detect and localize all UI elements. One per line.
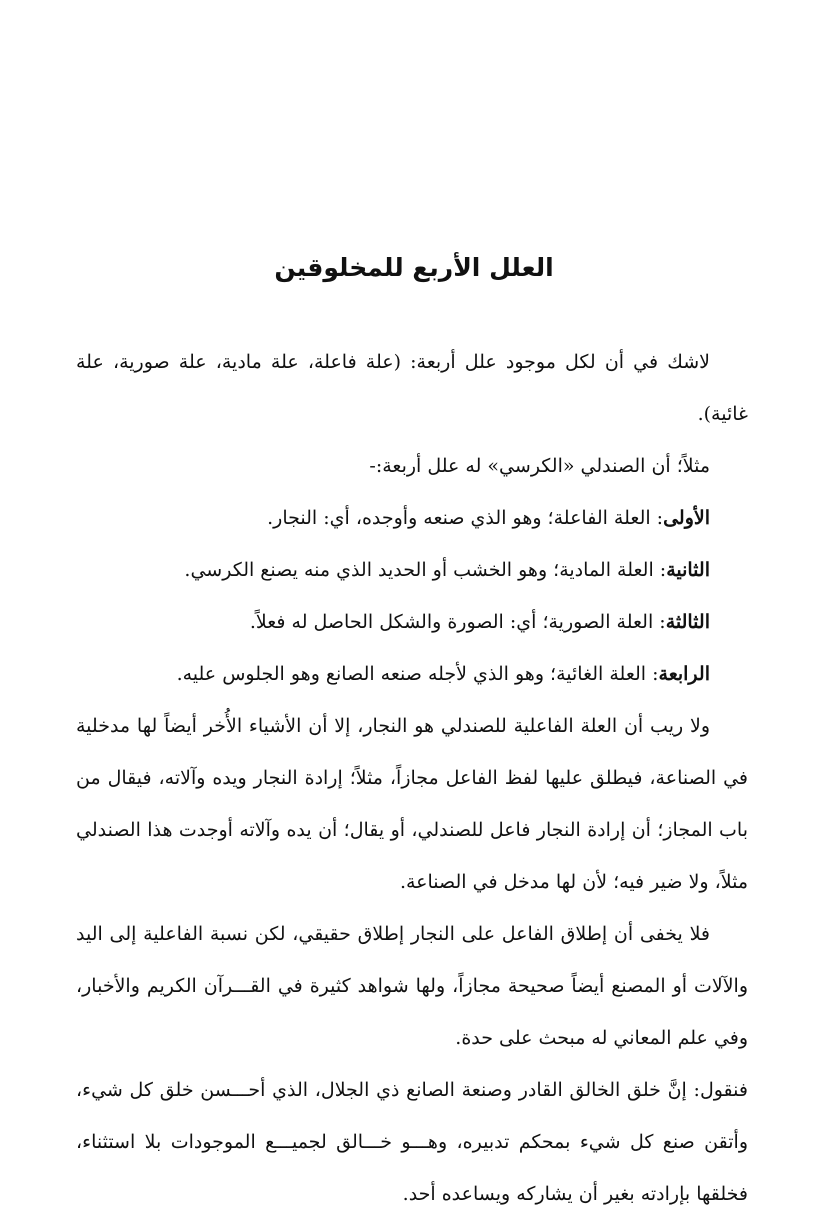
paragraph-lead: الأولى <box>663 507 710 529</box>
paragraph-text: فنقول: إنَّ خلق الخالق القادر وصنعة الصانع ذي الجلال، الذي أحـــسن خلق كل شيء، وأتقن صنع كل شيء بمحكم تدبيره، وهـــو خـــالق لجميـــع الموجودات بلا استثناء، فخلقها بإرادته بغير أن يشاركه ويساعده أحد. <box>76 1079 748 1205</box>
paragraph-fourth-cause <box>76 648 748 700</box>
body-text <box>76 336 748 1220</box>
paragraph-conclusion <box>76 1064 748 1220</box>
paragraph-lead: الرابعة <box>658 663 710 685</box>
paragraph-lead: الثانية <box>666 559 710 581</box>
paragraph-third-cause <box>76 596 748 648</box>
paragraph-intro <box>76 336 748 440</box>
paragraph-first-cause <box>76 492 748 544</box>
paragraph-text: : العلة الصورية؛ أي: الصورة والشكل الحاصل له فعلاً. <box>249 611 666 633</box>
paragraph-example <box>76 440 748 492</box>
paragraph-text: ولا ريب أن العلة الفاعلية للصندلي هو النجار، إلا أن الأشياء الأُخر أيضاً لها مدخلية في الصناعة، فيطلق عليها لفظ الفاعل مجازاً، مثلاً؛ إرادة النجار ويده وآلاته، فيقال من باب المجاز؛ أن إرادة النجار فاعل للصندلي، أو يقال؛ أن يده وآلاته أوجدت هذا الصندلي مثلاً، ولا ضير فيه؛ لأن لها مدخل في الصناعة. <box>76 715 748 893</box>
paragraph-text: : العلة الغائية؛ وهو الذي لأجله صنعه الصانع وهو الجلوس عليه. <box>176 663 659 685</box>
paragraph-metaphor <box>76 908 748 1064</box>
paragraph-text: فلا يخفى أن إطلاق الفاعل على النجار إطلاق حقيقي، لكن نسبة الفاعلية إلى اليد والآلات أو المصنع أيضاً صحيحة مجازاً، ولها شواهد كثيرة في القـــرآن الكريم والأخبار، وفي علم المعاني له مبحث على حدة. <box>76 923 748 1049</box>
paragraph-text: : العلة الفاعلة؛ وهو الذي صنعه وأوجده، أي: النجار. <box>267 507 664 529</box>
paragraph-second-cause <box>76 544 748 596</box>
page-title: العلل الأربع للمخلوقين <box>274 253 554 282</box>
paragraph-text: لاشك في أن لكل موجود علل أربعة: (علة فاعلة، علة مادية، علة صورية، علة غائية). <box>76 351 748 425</box>
paragraph-lead: الثالثة <box>665 611 710 633</box>
paragraph-text: مثلاً؛ أن الصندلي «الكرسي» له علل أربعة:- <box>369 455 710 477</box>
paragraph-text: : العلة المادية؛ وهو الخشب أو الحديد الذي منه يصنع الكرسي. <box>184 559 667 581</box>
paragraph-efficient-cause <box>76 700 748 908</box>
